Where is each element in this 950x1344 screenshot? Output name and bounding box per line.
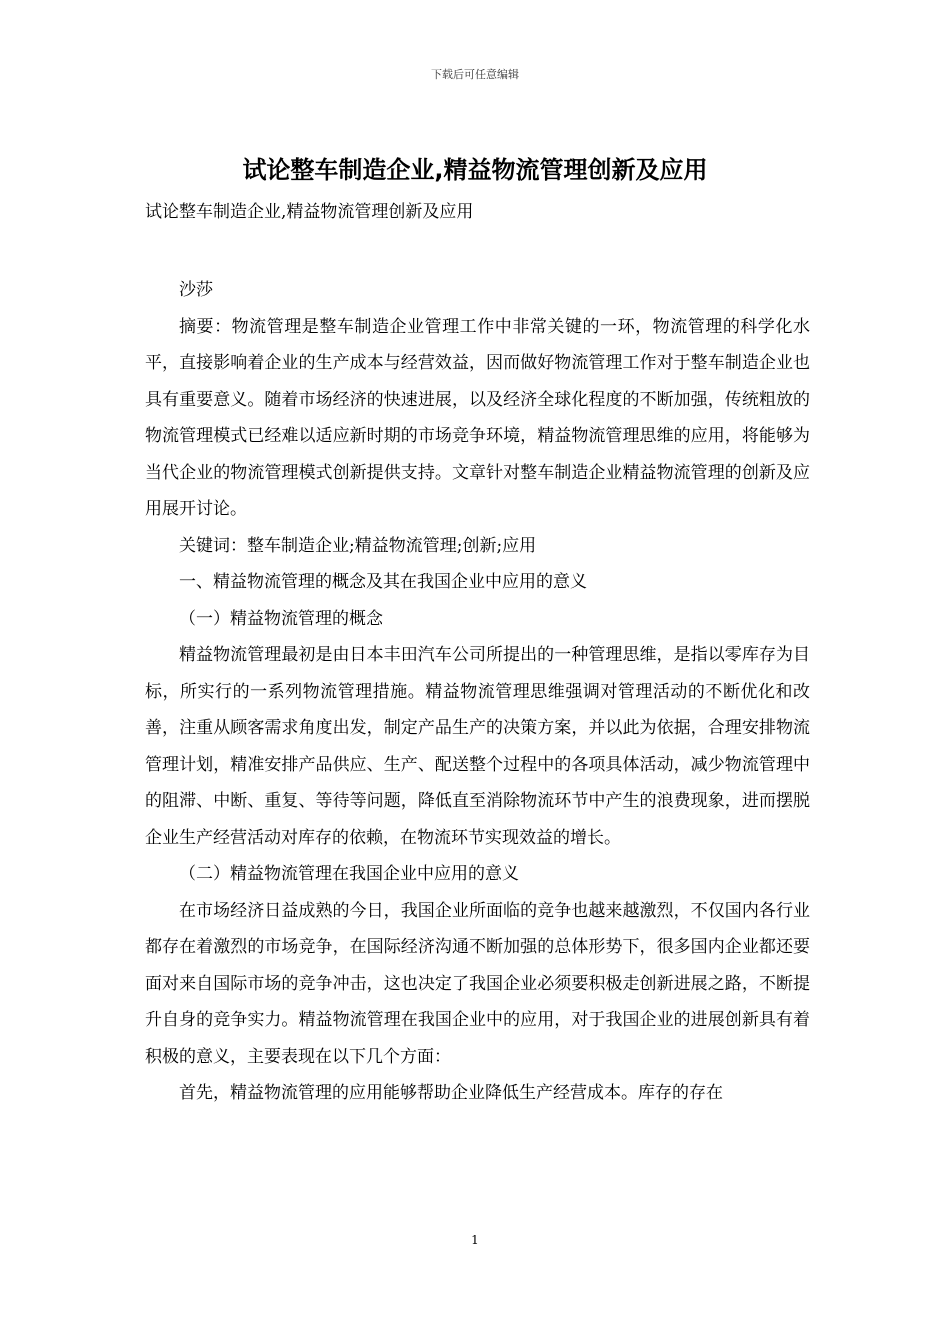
document-body bbox=[145, 272, 810, 1112]
document-title: 试论整车制造企业,精益物流管理创新及应用 bbox=[242, 156, 708, 184]
page-number: 1 bbox=[471, 1233, 479, 1247]
author-line: 沙莎 bbox=[179, 280, 213, 300]
body-paragraph: 首先，精益物流管理的应用能够帮助企业降低生产经营成本。库存的存在 bbox=[179, 1083, 723, 1103]
keywords-paragraph: 关键词：整车制造企业;精益物流管理;创新;应用 bbox=[179, 535, 537, 556]
subsection-heading: （一）精益物流管理的概念 bbox=[179, 608, 383, 629]
section-heading: 一、精益物流管理的概念及其在我国企业中应用的意义 bbox=[179, 572, 587, 592]
body-paragraph: 精益物流管理最初是由日本丰田汽车公司所提出的一种管理思维，是指以零库存为目标，所实行的一系列物流管理措施。精益物流管理思维强调对管理活动的不断优化和改善，注重从顾客需求角度出发，制定产品生产的决策方案，并以此为依据，合理安排物流管理计划，精准安排产品供应、生产、配送整个过程中的各项具体活动，减少物流管理中的阻滞、中断、重复、等待等问题，降低直至消除物流环节中产生的浪费现象，进而摆脱企业生产经营活动对库存的依赖，在物流环节实现效益的增长。 bbox=[145, 645, 810, 848]
subsection-heading: （二）精益物流管理在我国企业中应用的意义 bbox=[179, 864, 519, 884]
body-paragraph: 在市场经济日益成熟的今日，我国企业所面临的竞争也越来越激烈，不仅国内各行业都存在着激烈的市场竞争，在国际经济沟通不断加强的总体形势下，很多国内企业都还要面对来自国际市场的竞争冲击，这也决定了我国企业必须要积极走创新进展之路，不断提升自身的竞争实力。精益物流管理在我国企业中的应用，对于我国企业的进展创新具有着积极的意义，主要表现在以下几个方面： bbox=[145, 900, 810, 1067]
header-note: 下载后可任意编辑 bbox=[431, 68, 519, 81]
abstract-paragraph: 摘要：物流管理是整车制造企业管理工作中非常关键的一环，物流管理的科学化水平，直接影响着企业的生产成本与经营效益，因而做好物流管理工作对于整车制造企业也具有重要意义。随着市场经济的快速进展，以及经济全球化程度的不断加强，传统粗放的物流管理模式已经难以适应新时期的市场竞争环境，精益物流管理思维的应用，将能够为当代企业的物流管理模式创新提供支持。文章针对整车制造企业精益物流管理的创新及应用展开讨论。 bbox=[145, 316, 810, 519]
document-subtitle: 试论整车制造企业,精益物流管理创新及应用 bbox=[145, 202, 474, 222]
